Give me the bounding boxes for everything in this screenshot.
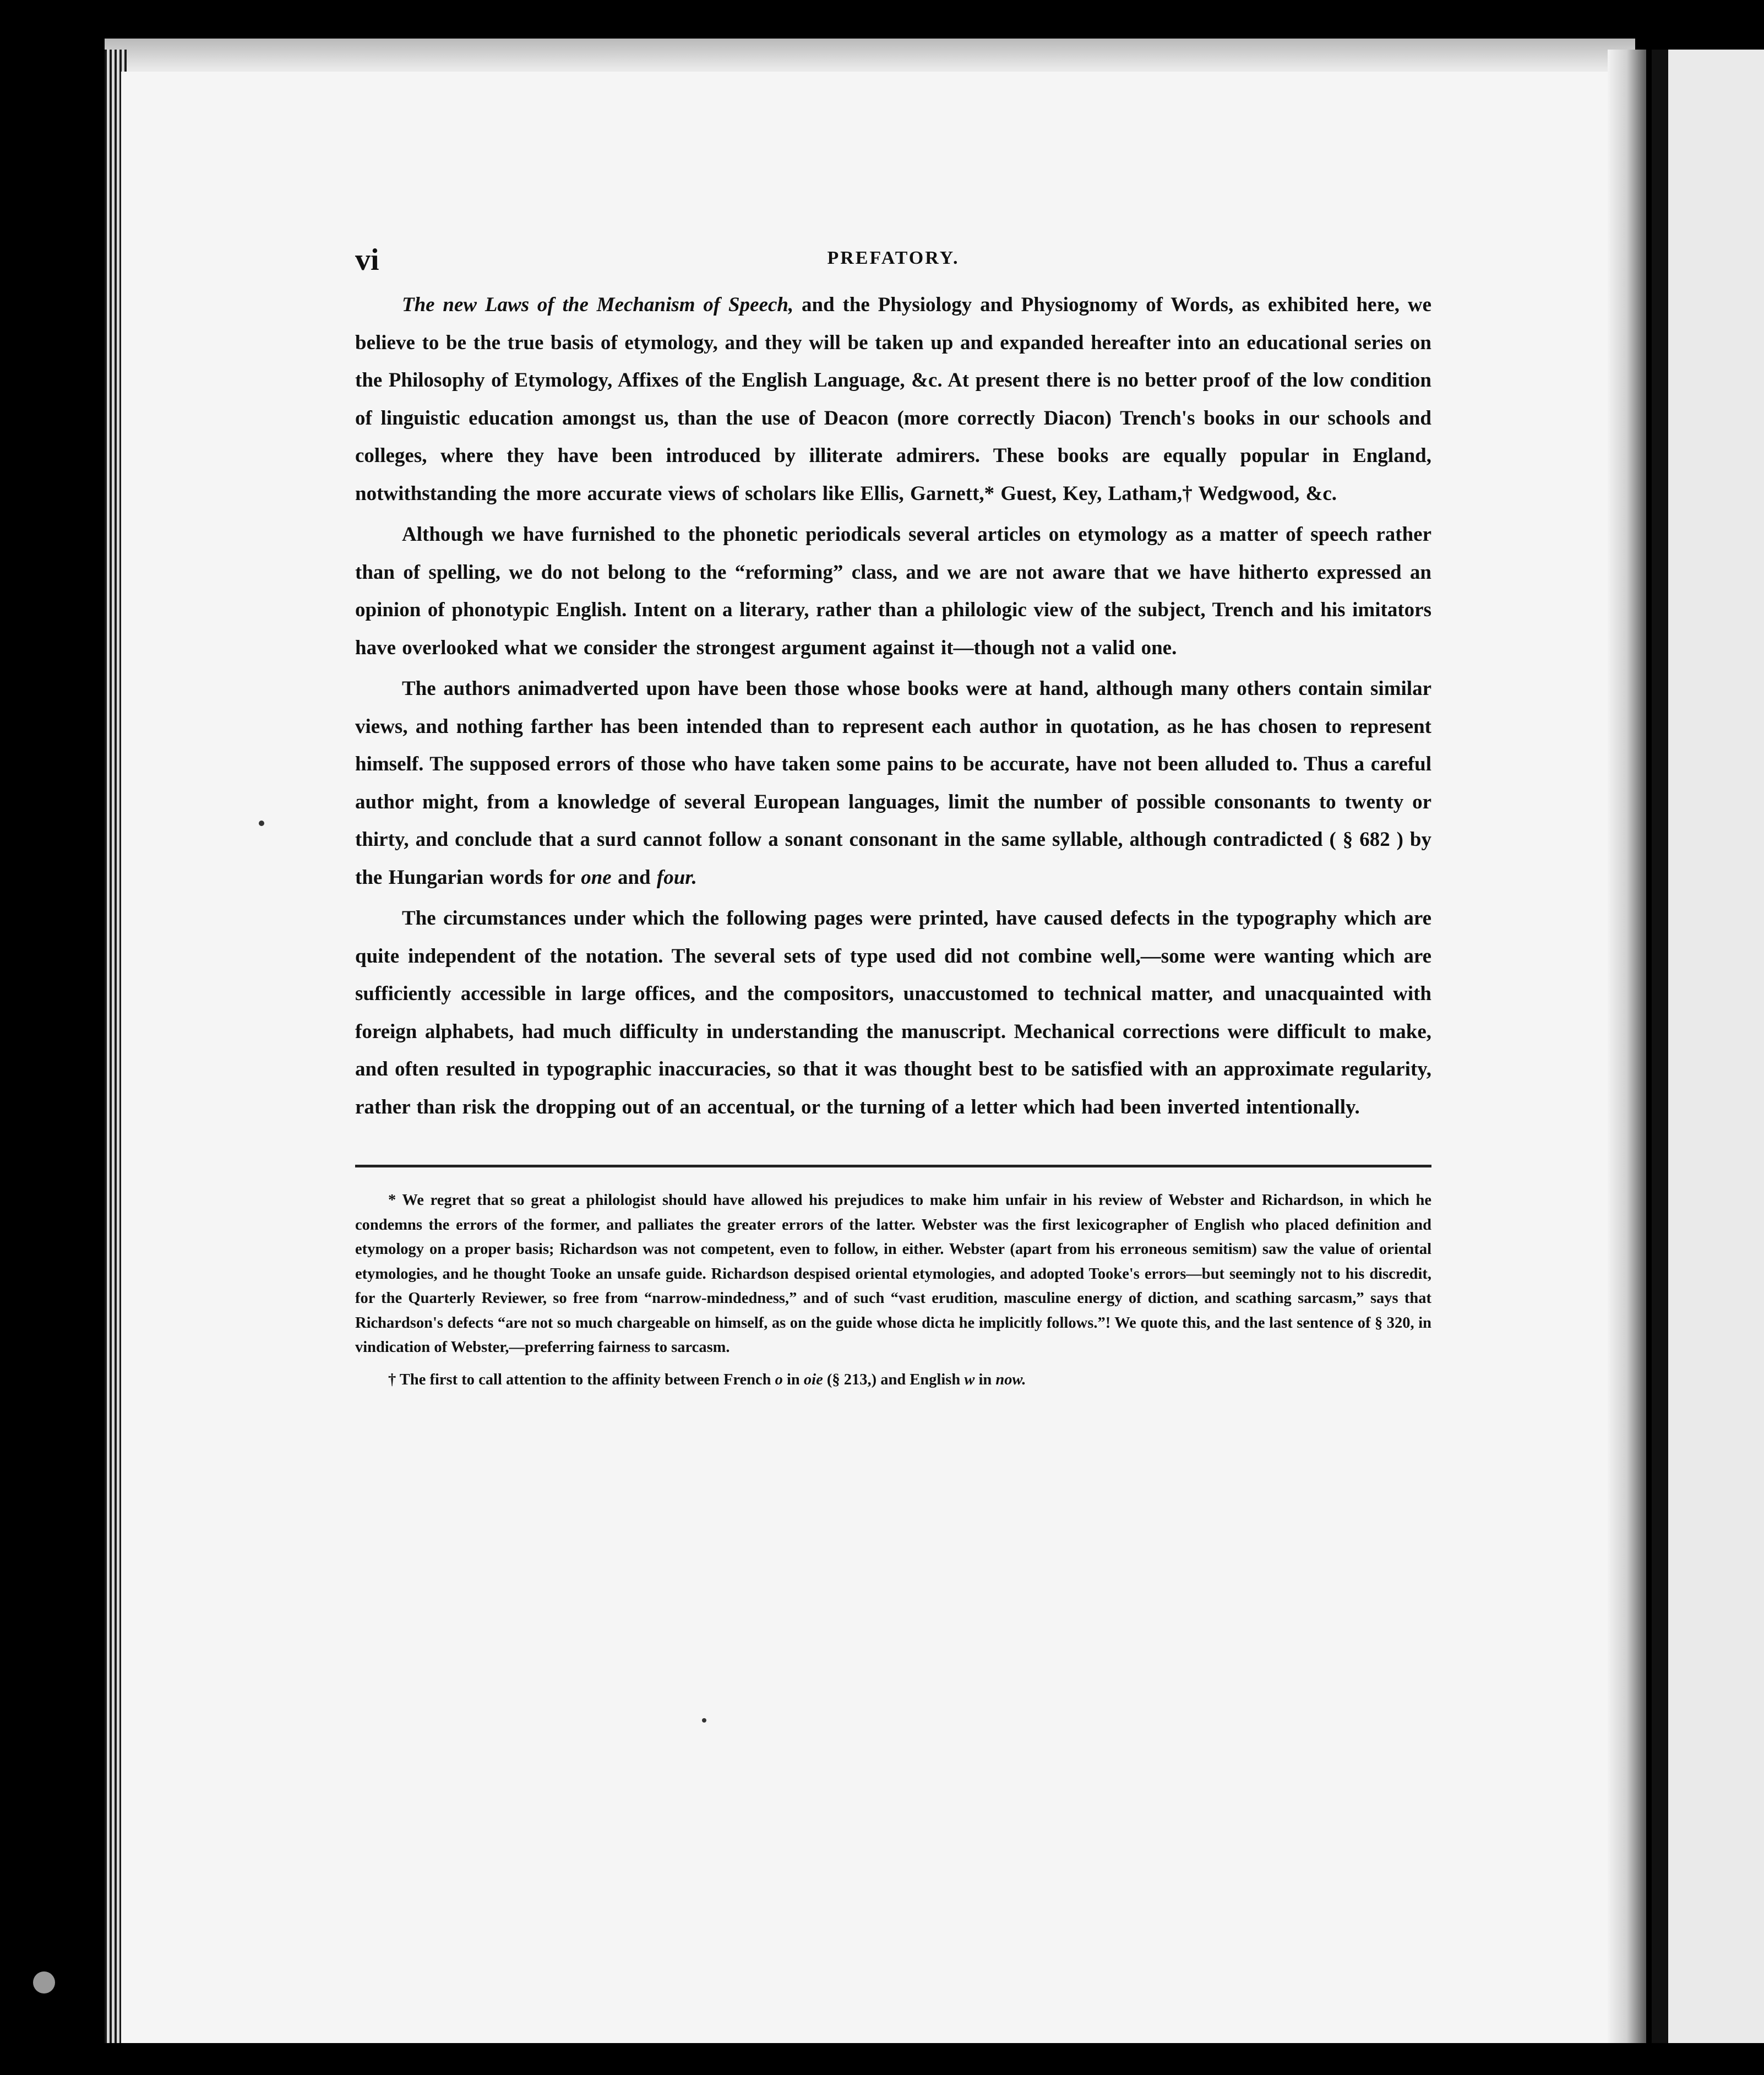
page-right-edge xyxy=(1608,50,1646,2043)
scan-speck xyxy=(33,1971,55,1993)
word-and: and xyxy=(617,866,651,889)
footnote-2-in2: in xyxy=(978,1371,992,1388)
running-head: PREFATORY. xyxy=(827,248,960,268)
paragraph-1-italic-lead: The new Laws of the Mechanism of Speech, xyxy=(402,294,794,316)
word-one: one xyxy=(581,866,612,889)
page-gutter xyxy=(1652,50,1668,2043)
footnote-2-oie: oie xyxy=(803,1371,823,1388)
footnote-rule xyxy=(355,1165,1431,1167)
page-text-block xyxy=(355,237,1431,1392)
page-header xyxy=(355,237,1431,286)
adjacent-page-strip xyxy=(1652,50,1764,2043)
paragraph-2: Although we have furnished to the phonetic periodicals several articles on etymology as a matter of speech rather than of spelling, we do not belong to the “reforming” class, and we are not aware that we have hitherto expressed an opinion of phonotypic English. Intent on a literary, rather than a philologic view of the subject, Trench and his imitators have overlooked what we consider the strongest argument against it—though not a valid one. xyxy=(355,523,1431,659)
footnote-1: * We regret that so great a philologist should have allowed his prejudices to make him unfair in his review of Webster and Richardson, in which he condemns the errors of the former, and palliates the greater errors of the latter. Webster was the first lexicographer of English who placed definition and etymology on a proper basis; Richardson was not competent, even to follow, in either. Webster (apart from his erroneous semitism) saw the value of oriental etymologies, and he thought Tooke an unsafe guide. Richardson despised oriental etymologies, and adopted Tooke's errors—but seemingly not to his discredit, for the Quarterly Reviewer, so free from “narrow-mindedness,” and of such “vast erudition, masculine energy of diction, and scathing sarcasm,” says that Richardson's defects “are not so much chargeable on himself, as on the guide whose dicta he implicitly follows.”! We quote this, and the last sentence of § 320, in vindication of Webster,—preferring fairness to sarcasm. xyxy=(355,1192,1431,1356)
page-number: vi xyxy=(355,243,379,277)
paragraph-3 xyxy=(355,670,1431,897)
footnote-2-in: in xyxy=(787,1371,800,1388)
paragraph-3-text: The authors animadverted upon have been those whose books were at hand, although many others contain similar views, and nothing farther has been intended than to represent each author in quotation, as he has chosen to represent himself. The supposed errors of those who have taken some pains to be accurate, have not been alluded to. Thus a careful author might, from a knowledge of several European languages, limit the number of possible consonants to twenty or thirty, and conclude that a surd cannot follow a sonant consonant in the same syllable, although contradicted ( § 682 ) by the Hungarian words for xyxy=(355,677,1431,889)
scan-speck xyxy=(702,1718,706,1723)
word-four: four. xyxy=(656,866,697,889)
footnote-2-now: now. xyxy=(995,1371,1026,1388)
paragraph-1 xyxy=(355,286,1431,513)
footnote-2-o: o xyxy=(775,1371,783,1388)
footnote-2-mid: (§ 213,) and English xyxy=(826,1371,961,1388)
footnote-2-lead: † The first to call attention to the affinity between French xyxy=(388,1371,771,1388)
scan-speck xyxy=(259,821,264,826)
paragraph-1-text: and the Physiology and Physiognomy of Words, as exhibited here, we believe to be the true basis of etymology, and they will be taken up and expanded hereafter into an educational series on the Philosophy of Etymology, Affixes of the English Language, &c. At present there is no better proof of the low condition of linguistic education amongst us, than the use of Deacon (more correctly Diacon) Trench's books in our schools and colleges, where they have been introduced by illiterate admirers. These books are equally popular in England, notwithstanding the more accurate views of scholars like Ellis, Garnett,* Guest, Key, Latham,† Wedgwood, &c. xyxy=(355,294,1431,505)
footnote-2 xyxy=(355,1368,1431,1393)
paragraph-4: The circumstances under which the following pages were printed, have caused defects in the typography which are quite independent of the notation. The several sets of type used did not combine well,—some were wanting which are sufficiently accessible in large offices, and the compositors, unaccustomed to technical matter, and unacquainted with foreign alphabets, had much difficulty in understanding the manuscript. Mechanical corrections were difficult to make, and often resulted in typographic inaccuracies, so that it was thought best to be satisfied with an approximate regularity, rather than risk the dropping out of an accentual, or the turning of a letter which had been inverted intentionally. xyxy=(355,907,1431,1118)
footnote-2-w: w xyxy=(964,1371,975,1388)
